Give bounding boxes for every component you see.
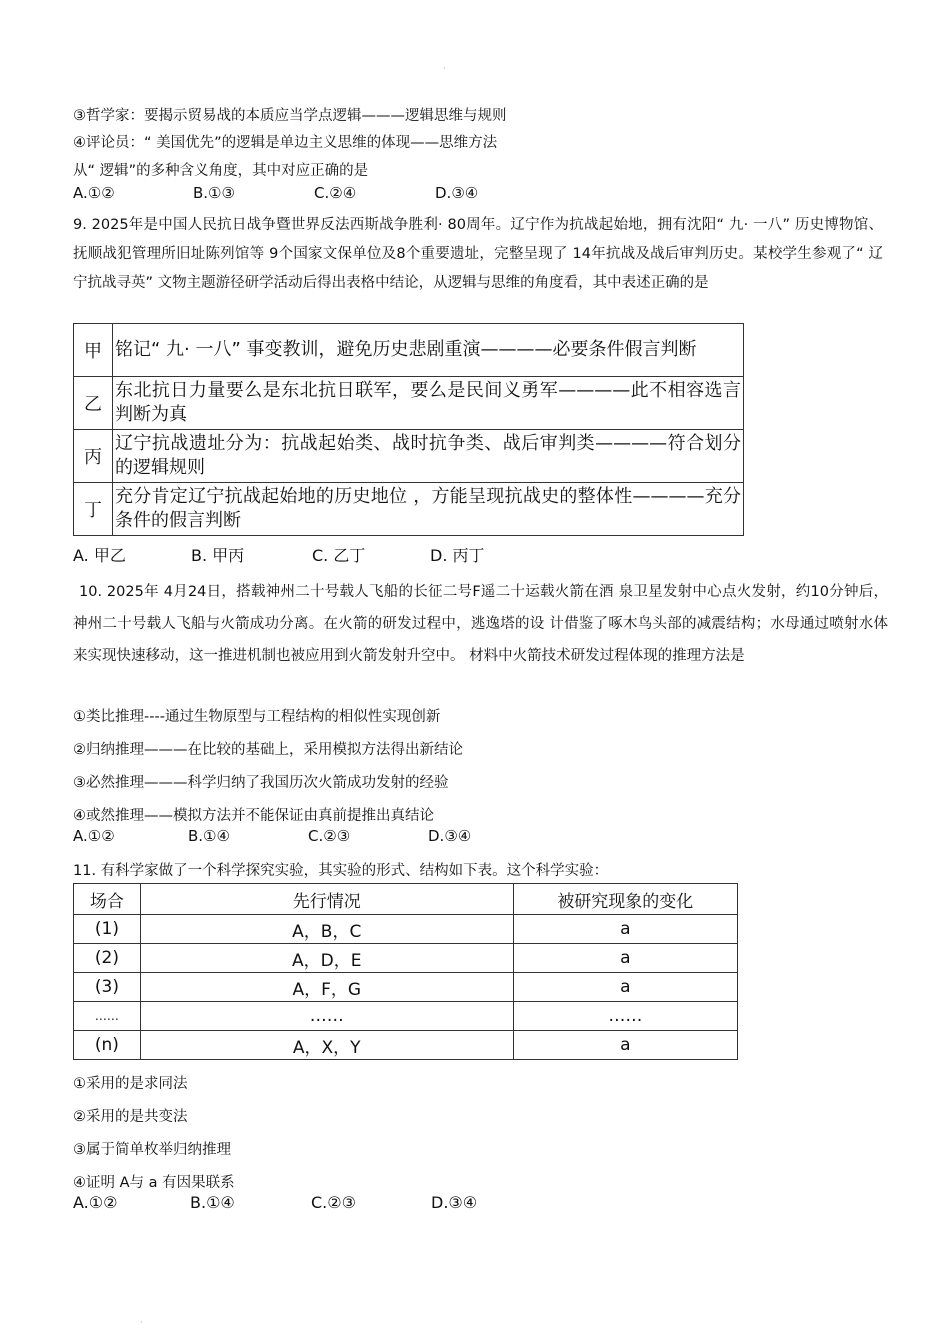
table-row: [74, 430, 744, 483]
table-row: [74, 973, 738, 1002]
table-cell: A，F，G: [140, 973, 513, 1002]
table-row: [74, 483, 744, 536]
table-cell: A，D，E: [140, 944, 513, 973]
table-cell: (2): [74, 944, 141, 973]
q9-row-label: 丁: [74, 483, 113, 536]
page-dot-top: ·: [443, 64, 446, 73]
table-row: [74, 944, 738, 973]
table-row: [74, 377, 744, 430]
q9-row-text: 铭记“ 九· 一八” 事变教训，避免历史悲剧重演————必要条件假言判断: [113, 324, 744, 377]
q10-item-2: ②归纳推理———在比较的基础上，采用模拟方法得出新结论: [73, 742, 463, 758]
q10-option-d[interactable]: D.③④: [428, 827, 472, 845]
q8-option-d[interactable]: D.③④: [435, 184, 479, 202]
q9-row-label: 乙: [74, 377, 113, 430]
q8-item-4: ④评论员：“ 美国优先”的逻辑是单边主义思维的体现——思维方法: [73, 135, 498, 151]
q11-header-phenomenon: 被研究现象的变化: [513, 884, 737, 915]
q11-item-1: ①采用的是求同法: [73, 1076, 188, 1092]
table-row: [74, 324, 744, 377]
q10-option-b[interactable]: B.①④: [188, 827, 230, 845]
q8-option-a[interactable]: A.①②: [73, 184, 115, 202]
table-row: [74, 1031, 738, 1060]
q8-option-b[interactable]: B.①③: [193, 184, 235, 202]
table-cell: ……: [74, 1002, 141, 1031]
q9-row-text: 辽宁抗战遗址分为：抗战起始类、战时抗争类、战后审判类————符合划分的逻辑规则: [113, 430, 744, 483]
q10-options: [73, 826, 471, 846]
table-row: [74, 1002, 738, 1031]
q8-stem-end: 从“ 逻辑”的多种含义角度，其中对应正确的是: [73, 163, 369, 179]
q9-stem: 9. 2025年是中国人民抗日战争暨世界反法西斯战争胜利· 80周年。辽宁作为抗战起始地，拥有沈阳“ 九· 一八” 历史博物馆、抚顺战犯管理所旧址陈列馆等 9个国家文保单位及8个重要遗址，完整呈现了 14年抗战及战后审判历史。某校学生参观了“ 辽宁抗战寻英” 文物主题游径研学活动后得出表格中结论，从逻辑与思维的角度看，其中表述正确的是: [73, 217, 883, 291]
q11-option-b[interactable]: B.①④: [190, 1193, 235, 1212]
q10-item-4: ④或然推理——模拟方法并不能保证由真前提推出真结论: [73, 808, 434, 824]
q11-options: [73, 1193, 477, 1213]
table-cell: a: [513, 944, 737, 973]
q9-option-c[interactable]: C. 乙丁: [312, 546, 366, 565]
q9-row-text: 充分肯定辽宁抗战起始地的历史地位 ，方能呈现抗战史的整体性————充分条件的假言判断: [113, 483, 744, 536]
q9-row-label: 甲: [74, 324, 113, 377]
q10-item-1: ①类比推理----通过生物原型与工程结构的相似性实现创新: [73, 709, 441, 725]
q9-option-b[interactable]: B. 甲丙: [191, 546, 245, 565]
q10-item-3: ③必然推理———科学归纳了我国历次火箭成功发射的经验: [73, 775, 449, 791]
q9-options: [73, 546, 485, 566]
table-cell: A，B，C: [140, 915, 513, 944]
q11-header-occasion: 场合: [74, 884, 141, 915]
q10-option-c[interactable]: C.②③: [308, 827, 351, 845]
q11-option-a[interactable]: A.①②: [73, 1193, 118, 1212]
table-cell: a: [513, 973, 737, 1002]
q11-option-d[interactable]: D.③④: [431, 1193, 478, 1212]
table-cell: a: [513, 1031, 737, 1060]
q10-option-a[interactable]: A.①②: [73, 827, 115, 845]
q11-item-3: ③属于简单枚举归纳推理: [73, 1142, 231, 1158]
table-cell: ……: [513, 1002, 737, 1031]
table-cell: A，X，Y: [140, 1031, 513, 1060]
table-row: [74, 915, 738, 944]
q10-stem: 10. 2025年 4月24日，搭载神州二十号载人飞船的长征二号F遥二十运载火箭在酒 泉卫星发射中心点火发射，约10分钟后，神州二十号载人飞船与火箭成功分离。在火箭的研发过程中，逃逸塔的设 计借鉴了啄木鸟头部的减震结构；水母通过喷射水体来实现快速移动，这一推进机制也被应用到火箭发射升空中。 材料中火箭技术研发过程体现的推理方法是: [73, 584, 888, 664]
q9-row-label: 丙: [74, 430, 113, 483]
page-dot-bottom: ·: [140, 1318, 143, 1327]
table-header-row: [74, 884, 738, 915]
table-cell: (n): [74, 1031, 141, 1060]
table-cell: (1): [74, 915, 141, 944]
table-cell: a: [513, 915, 737, 944]
q9-row-text: 东北抗日力量要么是东北抗日联军，要么是民间义勇军————此不相容选言判断为真: [113, 377, 744, 430]
table-cell: (3): [74, 973, 141, 1002]
q9-table: [73, 323, 744, 536]
q11-item-4: ④证明 A与 a 有因果联系: [73, 1175, 235, 1191]
q9-option-a[interactable]: A. 甲乙: [73, 546, 126, 565]
q11-item-2: ②采用的是共变法: [73, 1109, 188, 1125]
q11-stem: 11. 有科学家做了一个科学探究实验，其实验的形式、结构如下表。这个科学实验：: [73, 863, 609, 879]
q8-options: [73, 183, 478, 203]
q11-option-c[interactable]: C.②③: [311, 1193, 356, 1212]
q8-option-c[interactable]: C.②④: [314, 184, 357, 202]
q9-option-d[interactable]: D. 丙丁: [430, 546, 485, 565]
table-cell: ……: [140, 1002, 513, 1031]
q11-header-antecedents: 先行情况: [140, 884, 513, 915]
q11-table: [73, 883, 738, 1060]
q8-item-3: ③哲学家：要揭示贸易战的本质应当学点逻辑———逻辑思维与规则: [73, 108, 507, 124]
